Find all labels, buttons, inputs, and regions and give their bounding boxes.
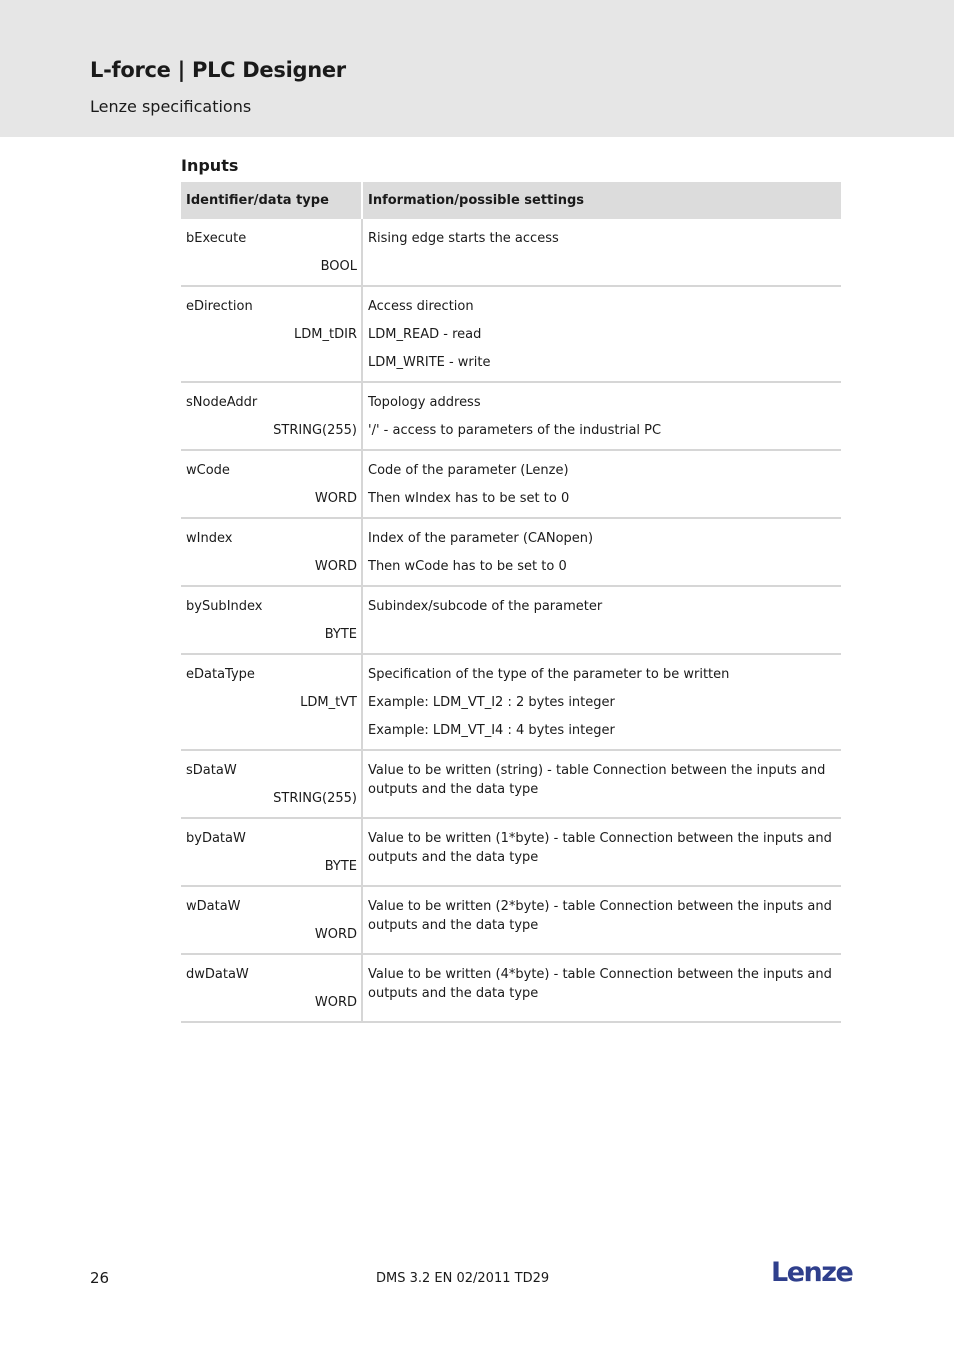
information-line: Value to be written (1*byte) - table Connection between the inputs and outputs and the data type [368,831,832,865]
identifier-cell [181,286,362,382]
information-cell [362,382,841,450]
identifier-cell [181,219,362,286]
data-type-label: STRING(255) [273,791,357,806]
document-subtitle: Lenze specifications [90,97,252,116]
information-line: Rising edge starts the access [368,231,559,246]
information-cell [362,750,841,818]
identifier-cell [181,450,362,518]
information-cell [362,286,841,382]
column-header-information: Information/possible settings [362,182,841,219]
document-title: L-force | PLC Designer [90,58,346,82]
information-line: Index of the parameter (CANopen) [368,531,594,546]
identifier-cell [181,886,362,954]
table-row [181,286,841,382]
table-row [181,219,841,286]
table-row [181,954,841,1022]
information-line: Access direction [368,299,474,314]
information-cell [362,586,841,654]
information-line: '/' - access to parameters of the industrial PC [368,423,662,438]
inputs-table [181,182,841,1023]
information-cell [362,654,841,750]
data-type-label: WORD [314,491,357,506]
identifier-name: wIndex [186,531,233,546]
identifier-name: sDataW [186,763,237,778]
identifier-cell [181,750,362,818]
document-reference: DMS 3.2 EN 02/2011 TD29 [376,1271,550,1286]
identifier-name: wCode [186,463,230,478]
table-row [181,518,841,586]
identifier-name: eDirection [186,299,253,314]
information-cell [362,818,841,886]
data-type-label: WORD [314,559,357,574]
table-row [181,654,841,750]
identifier-name: bExecute [186,231,247,246]
column-header-identifier: Identifier/data type [181,182,362,219]
lenze-logo: Lenze [771,1257,853,1288]
information-line: Then wCode has to be set to 0 [368,559,567,574]
data-type-label: BYTE [324,859,357,874]
table-row [181,818,841,886]
information-line: Specification of the type of the parameter to be written [368,667,730,682]
information-cell [362,518,841,586]
identifier-cell [181,654,362,750]
table-row [181,450,841,518]
table-row [181,382,841,450]
identifier-cell [181,382,362,450]
information-line: Example: LDM_VT_I4 : 4 bytes integer [368,723,615,738]
data-type-label: BOOL [320,259,357,274]
table-row [181,886,841,954]
information-line: LDM_WRITE - write [368,355,491,370]
information-cell [362,450,841,518]
identifier-cell [181,954,362,1022]
information-line: LDM_READ - read [368,327,482,342]
information-line: Subindex/subcode of the parameter [368,599,603,614]
identifier-cell [181,586,362,654]
identifier-name: sNodeAddr [186,395,258,410]
table-body [181,219,841,1022]
identifier-name: eDataType [186,667,255,682]
data-type-label: STRING(255) [273,423,357,438]
data-type-label: BYTE [324,627,357,642]
identifier-name: dwDataW [186,967,249,982]
identifier-cell [181,818,362,886]
table-row [181,586,841,654]
information-line: Then wIndex has to be set to 0 [368,491,570,506]
information-line: Value to be written (4*byte) - table Connection between the inputs and outputs and the data type [368,967,832,1001]
table-header-row [181,182,841,219]
information-cell [362,886,841,954]
identifier-name: wDataW [186,899,241,914]
data-type-label: LDM_tDIR [294,327,357,342]
identifier-name: bySubIndex [186,599,263,614]
data-type-label: WORD [314,927,357,942]
information-line: Value to be written (string) - table Connection between the inputs and outputs and the data type [368,763,826,797]
identifier-name: byDataW [186,831,246,846]
table-row [181,750,841,818]
information-cell [362,954,841,1022]
information-line: Topology address [368,395,481,410]
identifier-cell [181,518,362,586]
information-line: Code of the parameter (Lenze) [368,463,569,478]
information-cell [362,219,841,286]
data-type-label: WORD [314,995,357,1010]
section-heading: Inputs [181,156,239,175]
information-line: Example: LDM_VT_I2 : 2 bytes integer [368,695,615,710]
data-type-label: LDM_tVT [300,695,357,710]
information-line: Value to be written (2*byte) - table Connection between the inputs and outputs and the data type [368,899,832,933]
page-number: 26 [90,1269,110,1287]
